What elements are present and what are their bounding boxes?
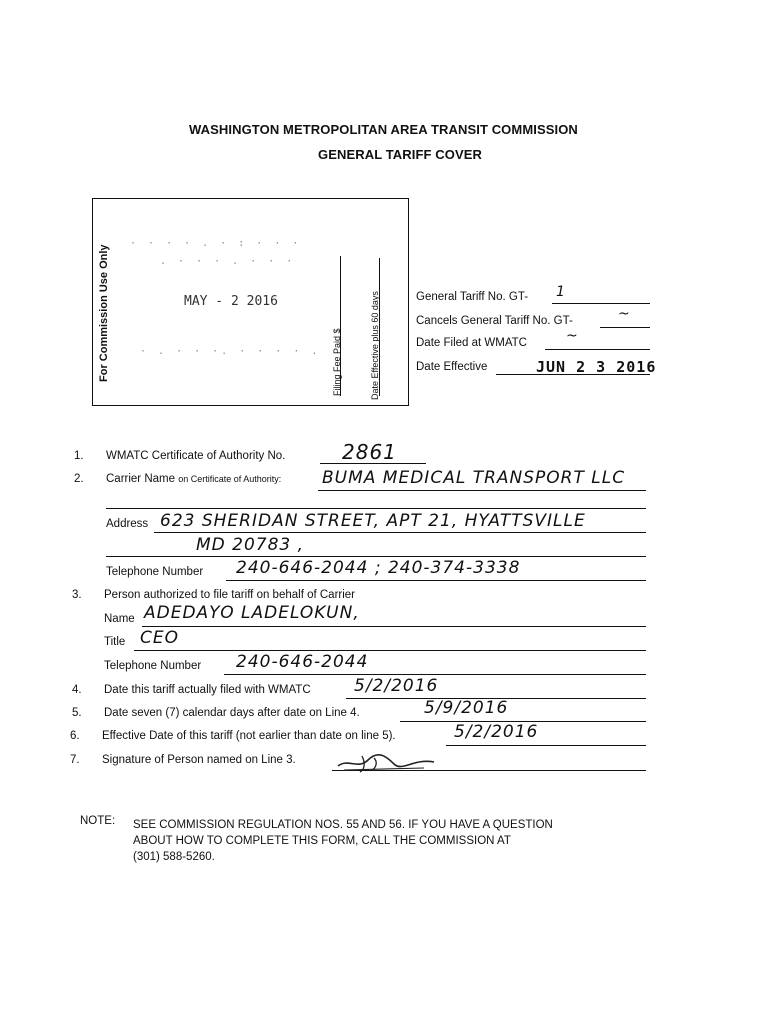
- general-tariff-value[interactable]: 1: [556, 284, 566, 300]
- effective-date-label: Effective Date of this tariff (not earlier than date on line 5).: [102, 730, 396, 742]
- person-authorized-label: Person authorized to file tariff on behalf of Carrier: [104, 589, 356, 601]
- carrier-name-value[interactable]: BUMA MEDICAL TRANSPORT LLC: [322, 468, 626, 488]
- title-line: [134, 650, 646, 651]
- telephone-line: [226, 580, 646, 581]
- carrier-name-label: [106, 473, 281, 485]
- faint-stamp-text-2: . · · · . · · ·: [160, 256, 296, 267]
- carrier-name-label-sub: on Certificate of Authority:: [178, 474, 282, 484]
- person-telephone-label: Telephone Number: [104, 660, 202, 672]
- person-telephone-value[interactable]: 240-646-2044: [236, 652, 369, 672]
- item-number-5: 5.: [72, 707, 82, 719]
- filing-fee-label: Filing Fee Paid $: [332, 328, 342, 396]
- header-title: WASHINGTON METROPOLITAN AREA TRANSIT COMMISSION: [189, 122, 578, 137]
- carrier-name-line: [318, 490, 646, 491]
- person-telephone-line: [224, 674, 646, 675]
- name-line: [142, 626, 646, 627]
- signature-label: Signature of Person named on Line 3.: [102, 754, 296, 766]
- general-tariff-label: General Tariff No. GT-: [416, 291, 529, 303]
- blank-line: [106, 508, 646, 509]
- effective-date-value[interactable]: 5/2/2016: [454, 722, 539, 742]
- address-value-line1[interactable]: 623 SHERIDAN STREET, APT 21, HYATTSVILLE: [160, 511, 586, 531]
- date-filed-wmatc-label: Date Filed at WMATC: [416, 337, 527, 349]
- general-tariff-line: [552, 303, 650, 304]
- faint-stamp-text: · · · · . · : · · ·: [130, 238, 302, 249]
- date-effective-stamp[interactable]: JUN 2 3 2016: [536, 358, 657, 376]
- name-value[interactable]: ADEDAYO LADELOKUN,: [144, 603, 360, 623]
- date-seven-days-label: Date seven (7) calendar days after date on Line 4.: [104, 707, 360, 719]
- note-line-3: (301) 588-5260.: [133, 851, 215, 863]
- title-label: Title: [104, 636, 126, 648]
- date-effective-label: Date Effective: [416, 361, 488, 373]
- date-filed-wmatc-value[interactable]: ~: [566, 328, 579, 344]
- address-label: Address: [106, 518, 149, 530]
- signature-scribble[interactable]: [334, 750, 444, 776]
- certificate-value[interactable]: 2861: [342, 440, 397, 464]
- cancels-tariff-line: [600, 327, 650, 328]
- certificate-label: WMATC Certificate of Authority No.: [106, 450, 286, 462]
- address-value-line2[interactable]: MD 20783 ,: [196, 535, 305, 555]
- note-label: NOTE:: [80, 815, 116, 827]
- note-line-2: ABOUT HOW TO COMPLETE THIS FORM, CALL THE COMMISSION AT: [133, 835, 511, 847]
- note-line-1: SEE COMMISSION REGULATION NOS. 55 AND 56. IF YOU HAVE A QUESTION: [133, 819, 553, 831]
- item-number-2: 2.: [74, 473, 84, 485]
- item-number-4: 4.: [72, 684, 82, 696]
- telephone-value[interactable]: 240-646-2044 ; 240-374-3338: [236, 558, 521, 578]
- carrier-name-label-main: Carrier Name: [106, 473, 176, 485]
- date-filed-wmatc-line: [545, 349, 650, 350]
- address-line-2: [106, 556, 646, 557]
- date-tariff-filed-value[interactable]: 5/2/2016: [354, 676, 439, 696]
- date-effective-plus-60-label: Date Effective plus 60 days: [370, 291, 380, 400]
- commission-use-label: For Commission Use Only: [98, 244, 110, 382]
- item-number-1: 1.: [74, 450, 84, 462]
- header-subtitle: GENERAL TARIFF COVER: [318, 147, 483, 162]
- effective-date-line: [446, 745, 646, 746]
- received-date-stamp: MAY - 2 2016: [184, 294, 278, 309]
- name-label: Name: [104, 613, 135, 625]
- address-line-1: [154, 532, 646, 533]
- item-number-7: 7.: [70, 754, 80, 766]
- telephone-label: Telephone Number: [106, 566, 204, 578]
- title-value[interactable]: CEO: [140, 628, 179, 648]
- cancels-tariff-label: Cancels General Tariff No. GT-: [416, 315, 573, 327]
- item-number-3: 3.: [72, 589, 82, 601]
- item-number-6: 6.: [70, 730, 80, 742]
- date-seven-days-value[interactable]: 5/9/2016: [424, 698, 509, 718]
- faint-stamp-text-3: · . · · ·. · · · · .: [140, 346, 321, 357]
- date-tariff-filed-label: Date this tariff actually filed with WMATC: [104, 684, 311, 696]
- cancels-tariff-value[interactable]: ~: [618, 306, 631, 322]
